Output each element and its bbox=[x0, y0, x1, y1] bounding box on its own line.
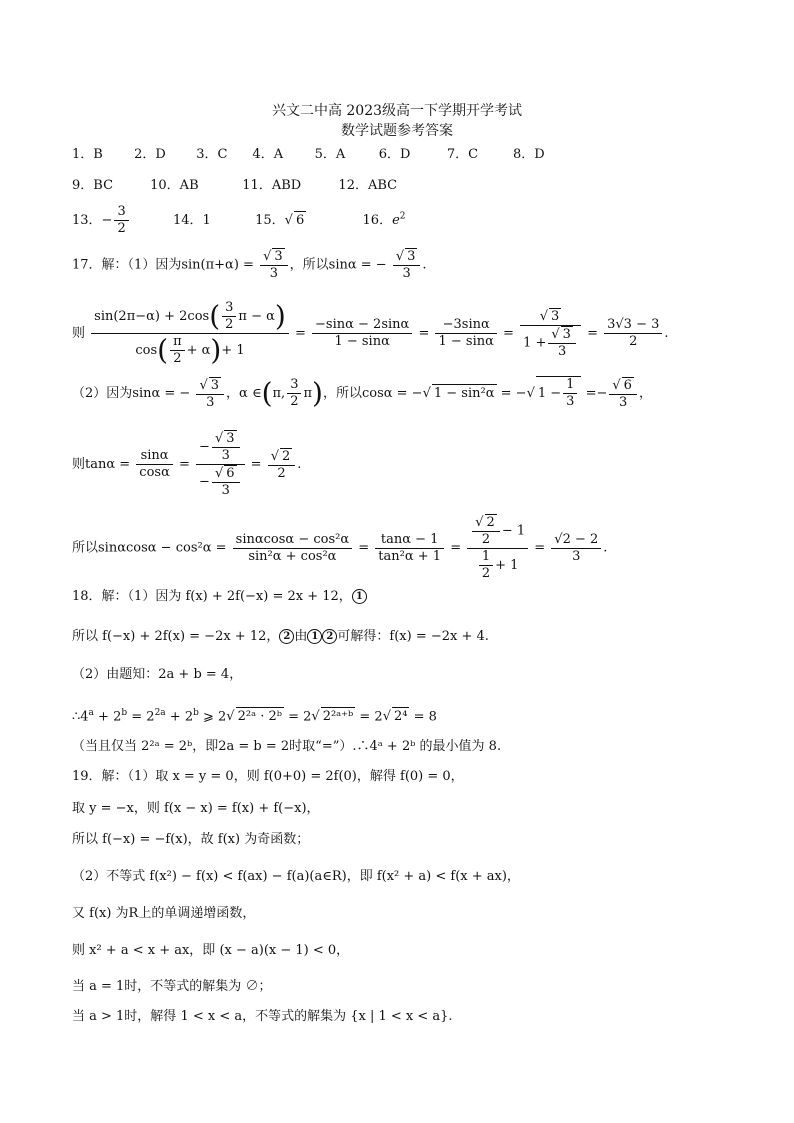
answer-13-fraction: $\frac{3}{2}$ bbox=[114, 204, 128, 237]
q18-line-3: （2）由题知：2a + b = 4， bbox=[72, 667, 243, 682]
answer-9: 9．BC bbox=[72, 178, 114, 193]
answer-10: 10．AB bbox=[150, 178, 199, 193]
circled-1: 1 bbox=[352, 589, 367, 604]
q19-line-4: （2）不等式 f(x²) − f(x) < f(ax) − f(a)(a∈R)，即 f(x² + a) < f(x + ax)， bbox=[72, 869, 520, 884]
q18-line-1: 18．解：（1）因为 f(x) + 2f(−x) = 2x + 12， 1 bbox=[72, 588, 367, 606]
answer-6: 6．D bbox=[378, 147, 411, 162]
q17-final-result: $\frac{√2 - 2}{3}$ bbox=[551, 532, 601, 565]
answer-16-value: e bbox=[392, 213, 400, 228]
answers-row-3: 13．− $\frac{3}{2}$ 14．1 15．√ 6 16．$e^2$ bbox=[72, 204, 406, 237]
answer-2: 2．D bbox=[134, 147, 166, 162]
q17-line-2: 则 sin(2π−α) + 2cos( $\frac{3}{2}$ π − α) cos( $\frac{\pi}{2}$ + α)+ 1 = $\frac{-\sin\alpha - 2\sin\alpha}{1 - \sin\alpha}$ = $\frac{-3\sin\alpha}{1 - \sin\alpha}$ = √ 3 1 + √ $\frac{3}{3}$ = $\frac{3√3 - 3}{2}$ . bbox=[72, 300, 669, 367]
answer-3: 3．C bbox=[196, 147, 228, 162]
answer-13-label: 13． bbox=[72, 213, 102, 228]
circled-2: 2 bbox=[279, 629, 294, 644]
q17-line-4: 则tanα = $\frac{\sin\alpha}{\cos\alpha}$ = − √ $\frac{3}{3}$ − √ $\frac{6}{3}$ = √ $\frac{2}{2}$ . bbox=[72, 430, 301, 499]
answer-7: 7．C bbox=[446, 147, 479, 162]
q19-line-5: 又 f(x) 为R上的单调递增函数， bbox=[72, 906, 256, 921]
q17-big-fraction: sin(2π−α) + 2cos( $\frac{3}{2}$ π − α) cos( $\frac{\pi}{2}$ + α)+ 1 bbox=[91, 300, 289, 367]
q17-line-1: 17．解：（1）因为sin(π+α) = √ $\frac{3}{3}$ ，所以sinα = − √ $\frac{3}{3}$ . bbox=[72, 248, 427, 282]
answer-4: 4．A bbox=[252, 147, 284, 162]
q18-line-2: 所以 f(−x) + 2f(x) = −2x + 12， 2 由 1 2 可解得：f(x) = −2x + 4. bbox=[72, 629, 489, 644]
answer-8: 8．D bbox=[512, 147, 545, 162]
answers-row-2 bbox=[72, 177, 418, 195]
q19-line-1: 19．解：（1）取 x = y = 0，则 f(0+0) = 2f(0)，解得 f(0) = 0， bbox=[72, 769, 464, 784]
q17-line-5: 所以sinαcosα − cos²α = $\frac{\text{sinαcosα − cos²α}}{\text{sin²α + cos²α}}$ = $\frac{\tan\alpha - 1}{\text{tan²α + 1}}$ = √ $\frac{2}{2}$ − 1 $\frac{1}{2}$ + 1 = $\frac{√2 - 2}{3}$ . bbox=[72, 514, 607, 582]
q19-line-7: 当 a = 1时，不等式的解集为 ∅； bbox=[72, 979, 272, 994]
answers-row-1 bbox=[72, 146, 553, 164]
q17-tan-result: √ $\frac{2}{2}$ bbox=[268, 448, 296, 482]
answer-15-value: 6 bbox=[295, 213, 305, 228]
answer-12: 12．ABC bbox=[338, 178, 398, 193]
answer-14: 14．1 bbox=[173, 213, 211, 228]
q19-line-2: 取 y = −x，则 f(x − x) = f(x) + f(−x)， bbox=[72, 801, 320, 816]
answer-11: 11．ABD bbox=[242, 178, 302, 193]
q18-line-4: $\therefore 4^a + 2^b = 2^{2a} + 2^b$ ⩾ 2√ 2²ᵃ · 2ᵇ = 2√ 2²ᵃ⁺ᵇ = 2√ 2⁴ = 8 bbox=[72, 704, 437, 726]
q17-line-3: （2）因为sinα = − √ $\frac{3}{3}$ ，α ∈(π, $\frac{3}{2}$ π)，所以cosα = −√ 1 − sin²α = −√ 1 − $\frac{1}{3}$ =− √ $\frac{6}{3}$ ， bbox=[72, 376, 652, 411]
q19-line-8: 当 a > 1时，解得 1 < x < a，不等式的解集为 {x | 1 < x < a}. bbox=[72, 1009, 453, 1024]
answer-1: 1．B bbox=[72, 147, 103, 162]
answer-16-label: 16． bbox=[362, 213, 393, 228]
q17-part1-result: $\frac{3√3 - 3}{2}$ bbox=[604, 317, 662, 350]
q19-line-3: 所以 f(−x) = −f(x)，故 f(x) 为奇函数； bbox=[72, 832, 310, 847]
answer-15-label: 15． bbox=[255, 213, 285, 228]
page-title: 兴文二中高 2023级高一下学期开学考试 bbox=[271, 103, 523, 119]
q19-line-6: 则 x² + a < x + ax，即 (x − a)(x − 1) < 0， bbox=[72, 943, 350, 958]
page-subtitle: 数学试题参考答案 bbox=[341, 123, 453, 139]
q18-line-5: （当且仅当 2²ᵃ = 2ᵇ，即2a = b = 2时取“=”）.∴4ᵃ + 2ᵇ 的最小值为 8. bbox=[72, 739, 502, 754]
answer-5: 5．A bbox=[314, 147, 346, 162]
